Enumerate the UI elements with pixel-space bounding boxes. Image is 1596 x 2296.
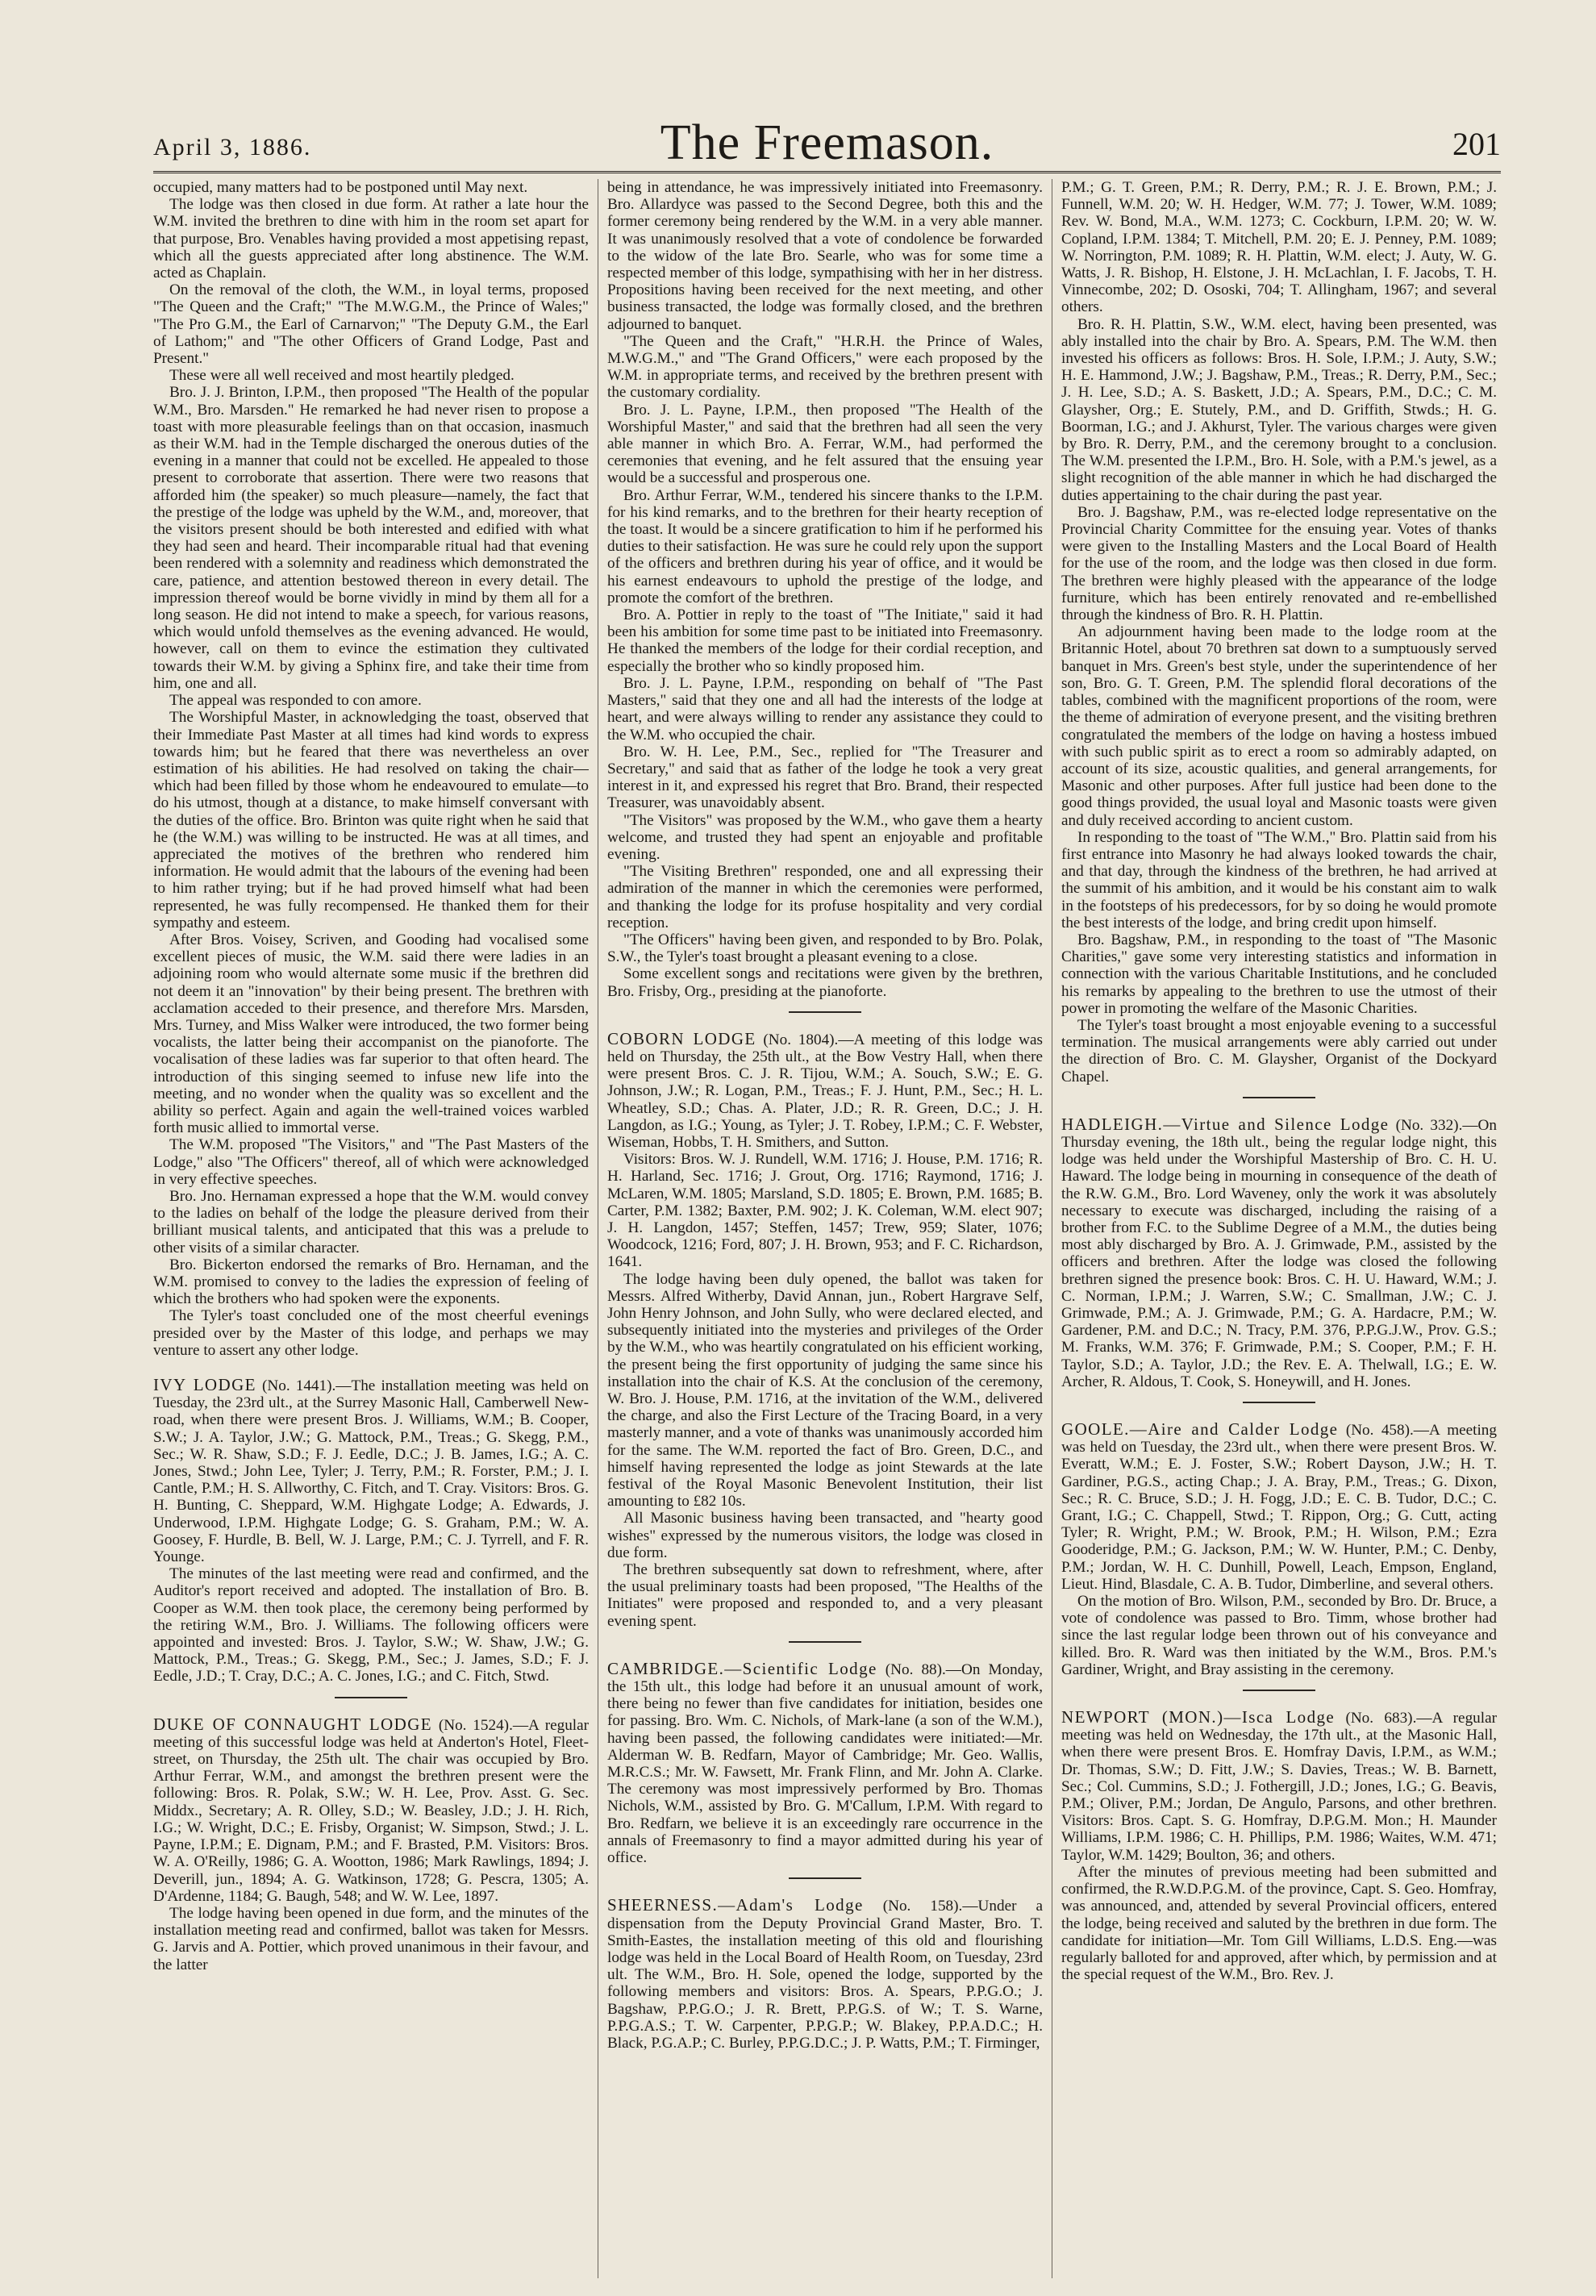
page-number: 201 [1452, 126, 1501, 162]
paragraph: occupied, many matters had to be postponed until May next. [153, 179, 528, 196]
lodge-report-cambridge [607, 1658, 1043, 1867]
report-intro: (No. 332).—On Thursday evening, the 18th ult., being the regular lodge night, this lodge was held under the Worshipful Mastership of Bro. C. H. U. Haward. The lodge being in mourning in consequence of the death of the R.W. G.M., Bro. Lord Waveney, only the work it was absolutely necessary to execute was discharged, including the raising of a brother from F.C. to the Sublime Degree of a M.M., the duties being most ably discharged by Bro. A. J. Grimwade, P.M., assisted by the officers and brethren. After the lodge was closed the following brethren signed the presence book: Bros. C. H. U. Haward, W.M.; J. C. Norman, I.P.M.; J. Warren, S.W.; C. Smallman, J.W.; C. J. Grimwade, P.M.; A. J. Grimwade, P.M.; G. A. Hardacre, P.M.; W. Gardener, P.M. and D.C.; N. Tracy, P.M. 376, P.P.G.J.W., Prov. G.S.; M. Franks, W.M. 376; F. Grimwade, P.M.; S. Cooper, P.M.; F. H. Taylor, S.D.; A. Taylor, J.D.; the Rev. E. A. Thelwall, I.G.; E. W. Archer, R. Aldous, T. Cook, S. Honeywill, and H. Jones. [1061, 1116, 1497, 1390]
columns [153, 179, 1501, 2278]
paragraph: The lodge having been opened in due form, and the minutes of the installation meeting read and confirmed, ballot was taken for Messrs. G. Jarvis and A. Pottier, which proved unanimous in their favour, and the latter [153, 1904, 589, 1973]
paragraph: The appeal was responded to con amore. [169, 692, 422, 710]
paragraph: Bro. W. H. Lee, P.M., Sec., replied for "The Treasurer and Secretary," and said that as father of the lodge he took a very great interest in it, and expressed his regret that Bro. Brand, their respected Treasurer, was unavoidably absent. [607, 743, 1043, 812]
article-separator [789, 1011, 861, 1013]
paragraph: After Bros. Voisey, Scriven, and Gooding had vocalised some excellent pieces of music, the W.M. said there were ladies in an adjoining room who would alternate some music if the brethren did not deem it an "innovation" by their being present. The brethren with acclamation acceded to their presence, and therefore Mrs. Marsden, Mrs. Turney, and Miss Walker were introduced, the two former being vocalists, the latter being their accompanist on the pianoforte. The vocalisation of these ladies was far superior to that often heard. The introduction of this singing seemed to infuse new life into the meeting, and no wonder when the quality was so excellent and the ability so perfect. Again and again the well-trained voices warbled forth music allied to immortal verse. [153, 931, 589, 1137]
paragraph: All Masonic business having been transacted, and "hearty good wishes" expressed by the numerous visitors, the lodge was closed in due form. [607, 1510, 1043, 1561]
paragraph: Bro. Bickerton endorsed the remarks of Bro. Hernaman, and the W.M. promised to convey to the ladies the expression of feeling of which the brothers who had spoken were the exponents. [153, 1256, 589, 1308]
paragraph: "The Visitors" was proposed by the W.M., who gave them a hearty welcome, and trusted they had spent an enjoyable and profitable evening. [607, 811, 1043, 863]
column-2 [607, 179, 1043, 2278]
report-heading: HADLEIGH.—Virtue and Silence Lodge [1061, 1114, 1390, 1134]
paragraph: These were all well received and most heartily pledged. [169, 367, 515, 385]
paragraph: The lodge having been duly opened, the ballot was taken for Messrs. Alfred Witherby, David Annan, jun., Robert Hargrave Self, John Henry Johnson, and John Sully, who were declared elected, and subsequently initiated into the mysteries and privileges of the Order by the W.M., who was heartily congratulated on his efficient working, the present being the first opportunity of judging the same since his installation into the chair of K.S. At the conclusion of the ceremony, W. Bro. J. House, P.M. 1716, at the invitation of the W.M., delivered the charge, and also the First Lecture of the Tracing Board, in a very masterly manner, and a vote of thanks was unanimously accorded him for the same. The W.M. reported the fact of Bro. Green, D.C., and himself having represented the lodge as joint Stewards at the late festival of the Royal Masonic Benevolent Institution, their list amounting to £82 10s. [607, 1270, 1043, 1511]
report-heading: NEWPORT (MON.)—Isca Lodge [1061, 1707, 1336, 1727]
report-intro: (No. 1524).—A regular meeting of this successful lodge was held at Anderton's Hotel, Fleet-street, on Thursday, the 25th ult. The chair was occupied by Bro. Arthur Ferrar, W.M., and amongst the brethren present were the following: Bros. R. Polak, S.W.; W. H. Lee, Prov. Asst. G. Sec. Middx., Secretary; A. R. Olley, S.D.; W. Beasley, J.D.; J. H. Rich, I.G.; W. Wright, D.C.; E. Frisby, Organist; W. Simpson, Stwd.; J. L. Payne, I.P.M.; E. Dignam, P.M.; and F. Brasted, P.M. Visitors: Bros. W. A. O'Reilly, 1986; G. A. Wootton, 1986; Mark Rawlings, 1894; J. Deverill, jun., 1894; A. G. Watkinson, 1728; G. Pescra, 1305; A. D'Ardenne, 1184; G. Baugh, 548; and W. W. Lee, 1897. [153, 1716, 589, 1905]
masthead-title: The Freemason. [660, 115, 994, 170]
article-separator [789, 1641, 861, 1643]
report-intro: (No. 458).—A meeting was held on Tuesday, the 23rd ult., when there were present Bros. W. Everatt, W.M.; E. J. Foster, S.W.; Robert Dayson, J.W.; H. T. Gardiner, P.G.S., acting Chap.; J. A. Bray, P.M., Treas.; G. Dixon, Sec.; R. C. Bruce, S.D.; J. H. Fogg, J.D.; E. C. B. Tudor, D.C.; C. Grant, I.G.; C. Chappell, Stwd.; T. Rippon, Org.; G. Cutt, acting Tyler; R. Wright, P.M.; W. Brook, P.M.; H. Wilson, P.M.; Ezra Gooderidge, P.M.; G. Jackson, P.M.; W. W. Hunter, P.M.; C. Denby, P.M.; Jordan, W. H. C. Dunhill, Powell, Leach, Empson, England, Lieut. Hind, Blasdale, C. A. B. Tudor, Dimberline, and several others. [1061, 1422, 1497, 1593]
paragraph: The lodge was then closed in due form. At rather a late hour the W.M. invited the brethren to dine with him in the room set apart for that purpose, Bro. Venables having provided a most appetising repast, which all the guests appreciated after long abstinence. The W.M. acted as Chaplain. [153, 196, 589, 282]
article-separator [1243, 1097, 1315, 1098]
lodge-report-hadleigh [1061, 1116, 1497, 1390]
paragraph: Bro. J. L. Payne, I.P.M., responding on behalf of "The Past Masters," said that they one and all had the interests of the lodge at heart, and were always willing to render any assistance they could to the W.M. who occupied the chair. [607, 674, 1043, 744]
report-intro: (No. 88).—On Monday, the 15th ult., this lodge had before it an unusual amount of work, there being no fewer than five candidates for initiation, besides one for passing. Bro. Wm. C. Nichols, of Mark-lane (a son of the W.M.), having been passed, the following candidates were initiated:—Mr. Alderman W. B. Redfarn, Mayor of Cambridge; Mr. Geo. Wallis, M.R.C.S.; Mr. W. Fawsett, Mr. Frank Flinn, and Mr. John A. Clarke. The ceremony was most impressively performed by Bro. Thomas Nichols, W.M., assisted by Bro. G. M'Callum, I.P.M. With regard to Bro. Redfarn, we believe it is an exceedingly rare occurrence in the annals of Freemasonry to find a mayor admitted during his year of office. [607, 1661, 1043, 1867]
article-separator [1243, 1690, 1315, 1691]
paragraph: On the removal of the cloth, the W.M., in loyal terms, proposed "The Queen and the Craft;" "The M.W.G.M., the Prince of Wales;" "The Pro G.M., the Earl of Carnarvon;" "The Deputy G.M., the Earl of Lathom;" and "The other Officers of Grand Lodge, Past and Present." [153, 281, 589, 368]
paragraph: On the motion of Bro. Wilson, P.M., seconded by Bro. Dr. Bruce, a vote of condolence was passed to Bro. Timm, whose brother had since the last regular lodge been thrown out of his conveyance and killed. Bro. R. Ward was then initiated by the W.M., Bros. P.M.'s Gardiner, Wright, and Bray assisting in the ceremony. [1061, 1593, 1497, 1678]
paragraph: Bro. J. L. Payne, I.P.M., then proposed "The Health of the Worshipful Master," and said that the brethren had all seen the very able manner in which Bro. A. Ferrar, W.M., had performed the ceremonies that evening, and he felt assured that the ensuing year would be a successful and prosperous one. [607, 401, 1043, 487]
paragraph: The W.M. proposed "The Visitors," and "The Past Masters of the Lodge," also "The Officers" thereof, all of which were acknowledged in very effective speeches. [153, 1136, 589, 1188]
issue-date: April 3, 1886. [153, 134, 312, 160]
lodge-report-sheerness [607, 1897, 1043, 2052]
article-separator [789, 1877, 861, 1879]
paragraph: Bro. Arthur Ferrar, W.M., tendered his sincere thanks to the I.P.M. for his kind remarks, and to the brethren for their hearty reception of the toast. It would be a sincere gratification to him if he performed his duties to their satisfaction. He was sure he could rely upon the support of the officers and brethren during his year of office, and it would be his earnest endeavours to uphold the prestige of the lodge, and promote the comfort of the brethren. [607, 486, 1043, 606]
column-3 [1061, 179, 1497, 2278]
report-heading: GOOLE.—Aire and Calder Lodge [1061, 1419, 1339, 1440]
report-intro: (No. 158).—Under a dispensation from the Deputy Provincial Grand Master, Bro. T. Smith-Eastes, the installation meeting of this old and flourishing lodge was held in the Local Board of Health Room, on Tuesday, 23rd ult. The W.M., Bro. H. Sole, opened the lodge, supported by the following members and visitors: Bros. A. Spears, P.P.G.O.; J. Bagshaw, P.P.G.O.; J. R. Brett, P.P.G.S. of W.; T. S. Warne, P.P.G.A.S.; T. W. Carpenter, P.P.G.P.; W. Blakey, P.P.A.D.C.; H. Black, P.G.A.P.; C. Burley, P.P.G.D.C.; J. P. Watts, P.M.; T. Firminger, [607, 1898, 1043, 2052]
report-heading: DUKE OF CONNAUGHT LODGE [153, 1714, 432, 1734]
paragraph: The Tyler's toast brought a most enjoyable evening to a successful termination. The musical arrangements were ably carried out under the direction of Bro. C. M. Glaysher, Organist of the Dockyard Chapel. [1061, 1016, 1497, 1085]
paragraph: "The Queen and the Craft," "H.R.H. the Prince of Wales, M.W.G.M.," and "The Grand Officers," were each proposed by the W.M. in appropriate terms, and received by the brethren present with the customary cordiality. [607, 332, 1043, 402]
report-heading: COBORN LODGE [607, 1028, 756, 1048]
paragraph: Bro. R. H. Plattin, S.W., W.M. elect, having been presented, was ably installed into the chair by Bro. A. Spears, P.M. The W.M. then invested his officers as follows: Bros. H. Sole, I.P.M.; J. Auty, S.W.; H. E. Hammond, J.W.; J. Bagshaw, P.M., Treas.; R. Derry, P.M., Sec.; J. H. Lee, S.D.; A. S. Baskett, J.D.; A. Spears, P.M., D.C.; C. M. Glaysher, Org.; E. Stutely, P.M., and D. Griffith, Stwds.; H. G. Boorman, I.G.; and J. Akhurst, Tyler. The various charges were given by Bro. R. Derry, P.M., and the ceremony brought to a conclusion. The W.M. presented the I.P.M., Bro. H. Sole, with a P.M.'s jewel, as a slight recognition of the able manner in which he had discharged the duties appertaining to the chair during the past year. [1061, 315, 1497, 504]
report-intro: (No. 1804).—A meeting of this lodge was held on Thursday, the 25th ult., at the Bow Vestry Hall, when there were present Bros. C. J. R. Tijou, W.M.; A. Souch, S.W.; E. G. Johnson, J.W.; R. Logan, P.M., Treas.; F. J. Hunt, P.M., Sec.; H. L. Wheatley, S.D.; Chas. A. Plater, J.D.; R. R. Green, D.C.; J. H. Langdon, as I.G.; Young, as Tyler; J. T. Robey, I.P.M.; C. F. Webster, Wiseman, Hobbs, T. H. Smithers, and Sutton. [607, 1031, 1043, 1151]
lodge-report-duke-of-connaught [153, 1716, 589, 1905]
report-intro: (No. 683).—A regular meeting was held on Wednesday, the 17th ult., at the Masonic Hall, when there were present Bros. E. Homfray Davis, I.P.M., as W.M.; Dr. Thomas, S.W.; D. Fitt, J.W.; S. Davies, Treas.; W. B. Barnett, Sec.; Col. Cummins, S.D.; J. Fothergill, J.D.; Jones, I.G.; G. Beavis, P.M.; Oliver, P.M.; Jordan, De Angulo, Parsons, and other brethren. Visitors: Bros. Capt. S. G. Homfray, D.P.G.M. Mon.; H. Maunder Williams, I.P.M. 1986; C. H. Phillips, P.M. 1986; Waites, W.M. 471; Taylor, W.M. 1429; Boulton, 36; and others. [1061, 1710, 1497, 1864]
report-heading: IVY LODGE [153, 1375, 256, 1395]
report-intro: (No. 1441).—The installation meeting was held on Tuesday, the 23rd ult., at the Surrey Masonic Hall, Camberwell New-road, when there were present Bros. J. Williams, W.M.; B. Cooper, S.W.; J. A. Taylor, J.W.; G. Mattock, P.M., Treas.; G. Skegg, P.M., Sec.; W. R. Shaw, S.D.; F. J. Eedle, D.C.; J. B. James, I.G.; A. C. Jones, Stwd.; John Lee, Tyler; J. Terry, P.M.; R. Forster, P.M.; J. I. Cantle, P.M.; H. S. Allworthy, C. Fitch, and T. Cray. Visitors: Bros. G. H. Bunting, C. Sheppard, W.M. Highgate Lodge; A. Edwards, J. Underwood, I.P.M. Highgate Lodge; G. S. Graham, P.M.; W. A. Goosey, F. Hurdle, B. Bell, W. J. Large, P.M.; C. J. Tyrrell, and F. R. Younge. [153, 1377, 589, 1566]
paragraph: Bro. Jno. Hernaman expressed a hope that the W.M. would convey to the ladies on behalf of the lodge the pleasure derived from their brilliant musical talents, and anticipated that this was a prelude to other visits of a similar character. [153, 1187, 589, 1256]
paragraph: The minutes of the last meeting were read and confirmed, and the Auditor's report received and adopted. The installation of Bro. B. Cooper as W.M. then took place, the ceremony being performed by the retiring W.M., Bro. J. Williams. The following officers were appointed and invested: Bros. J. Taylor, S.W.; W. Shaw, J.W.; G. Mattock, P.M., Treas.; G. Skegg, P.M., Sec.; J. James, S.D.; F. J. Eedle, J.D.; T. Cray, D.C.; A. C. Jones, I.G.; and C. Fitch, Stwd. [153, 1565, 589, 1686]
paragraph: Visitors: Bros. W. J. Rundell, W.M. 1716; J. House, P.M. 1716; R. H. Harland, Sec. 1716; J. Grout, Org. 1716; Raymond, 1716; J. McLaren, W.M. 1805; Marsland, S.D. 1805; E. Brown, P.M. 1685; B. Carter, P.M. 1382; Baxter, P.M. 902; J. K. Coleman, W.M. elect 907; J. H. Langdon, 1457; Steffen, 1457; Trew, 959; Slater, 1076; Woodcock, 1216; Ford, 807; J. H. Brown, 953; and F. C. Richardson, 1641. [607, 1151, 1043, 1271]
paragraph: Bro. Bagshaw, P.M., in responding to the toast of "The Masonic Charities," gave some very interesting statistics and information in connection with the various Charitable Institutions, and he concluded his remarks by appealing to the brethren to use the utmost of their power in promoting the welfare of the Masonic Charities. [1061, 931, 1497, 1017]
report-heading: SHEERNESS.—Adam's Lodge [607, 1895, 864, 1915]
paragraph: An adjournment having been made to the lodge room at the Britannic Hotel, about 70 brethren sat down to a sumptuously served banquet in Mrs. Green's best style, under the superintendence of her son, Bro. G. T. Green, P.M. The splendid floral decorations of the tables, combined with the magnificent proportions of the room, were the theme of admiration of everyone present, and the visiting brethren congratulated the members of the lodge on having a hostess imbued with such public spirit as to erect a room so admirably adapted, on account of its size, acoustic qualities, and general arrangements, for Masonic and other purposes. After full justice had been done to the good things provided, the usual loyal and Masonic toasts were given and duly received according to ancient custom. [1061, 623, 1497, 829]
column-1 [153, 179, 589, 2278]
paragraph: The Tyler's toast concluded one of the most cheerful evenings presided over by the Master of this lodge, and perhaps we may venture to assert any other lodge. [153, 1307, 589, 1359]
paragraph: Bro. A. Pottier in reply to the toast of "The Initiate," said it had been his ambition for some time past to be initiated into Freemasonry. He thanked the members of the lodge for their cordial reception, and especially the brother who so kindly proposed him. [607, 606, 1043, 675]
header-rule [153, 171, 1501, 173]
paragraph: In responding to the toast of "The W.M.," Bro. Plattin said from his first entrance into Masonry he had always looked towards the chair, and that day, through the kindness of the brethren, he had arrived at the summit of his ambition, and it would be his constant aim to walk in the footsteps of his predecessors, for by so doing he would promote the best interests of the lodge, and bring credit upon himself. [1061, 828, 1497, 931]
paragraph: Bro. J. J. Brinton, I.P.M., then proposed "The Health of the popular W.M., Bro. Marsden." He remarked he had never risen to propose a toast with more pleasurable feelings than on that occasion, inasmuch as their W.M. had in the Temple discharged the onerous duties of the evening in a manner that could not be excelled. He appealed to those present to corroborate that assertion. There were two reasons that afforded him (the speaker) so much pleasure—namely, the fact that the prestige of the lodge was upheld by the W.M., and, moreover, that the visitors present should be both interested and edified with what they had seen and heard. Their incomparable ritual had that evening been rendered with a solemnity and readiness which demonstrated the care, patience, and attention bestowed thereon in every detail. The impression thereof would be borne vividly in mind by them all for a long season. He did not intend to make a speech, for various reasons, which would unfold themselves as the evening advanced. He would, however, call on them to evince the estimation they cultivated towards their W.M. by giving a Sphinx fire, and take their time from him, one and all. [153, 384, 589, 692]
paragraph: P.M.; G. T. Green, P.M.; R. Derry, P.M.; R. J. E. Brown, P.M.; J. Funnell, W.M. 20; W. H. Hedger, W.M. 77; J. Tower, W.M. 1089; Rev. W. Bond, M.A., W.M. 1273; C. Cockburn, I.P.M. 20; W. W. Copland, I.P.M. 1384; T. Mitchell, P.M. 20; E. J. Penney, P.M. 1089; W. Norrington, P.M. 1089; R. H. Plattin, W.M. elect; J. Auty, W. G. Watts, J. R. Bishop, H. Elstone, J. H. McLachlan, I. F. Jacobs, T. H. Vinnecombe, 202; D. Ososki, 704; T. Allingham, 1967; and several others. [1061, 179, 1497, 316]
lodge-report-coborn [607, 1028, 1043, 1151]
paragraph: "The Officers" having been given, and responded to by Bro. Polak, S.W., the Tyler's toast brought a pleasant evening to a close. [607, 931, 1043, 966]
paragraph: being in attendance, he was impressively initiated into Freemasonry. Bro. Allardyce was passed to the Second Degree, both this and the former ceremony being rendered by the W.M. in a very able manner. It was unanimously resolved that a vote of condolence be forwarded to the widow of the late Bro. Searle, who was for some time a respected member of this lodge, sympathising with her in her distress. Propositions having been received for the next meeting, and other business transacted, the lodge was formally closed, and the brethren adjourned to banquet. [607, 179, 1043, 333]
report-heading: CAMBRIDGE.—Scientific Lodge [607, 1658, 877, 1678]
article-separator [335, 1697, 407, 1698]
lodge-report-ivy [153, 1377, 589, 1565]
paragraph: After the minutes of previous meeting had been submitted and confirmed, the R.W.D.P.G.M. of the province, Capt. S. Geo. Homfray, was announced, and, attended by several Provincial officers, entered the lodge, being received and saluted by the brethren in due form. The candidate for initiation—Mr. Tom Gill Williams, L.D.S. Eng.—was regularly balloted for and approved, after which, by permission and at the special request of the W.M., Bro. Rev. J. [1061, 1863, 1497, 1984]
article-separator [1243, 1402, 1315, 1403]
paragraph: Some excellent songs and recitations were given by the brethren, Bro. Frisby, Org., presiding at the pianoforte. [607, 965, 1043, 1000]
lodge-report-newport [1061, 1709, 1497, 1864]
paragraph: The Worshipful Master, in acknowledging the toast, observed that their Immediate Past Master at all times had kind words to express towards him; but he feared that there was nevertheless an over estimation of his abilities. He had resolved on taking the chair—which had been filled by those whom he endeavoured to emulate—to do his utmost, though at a distance, to make himself conversant with the duties of the office. Bro. Brinton was quite right when he said that he (the W.M.) was willing to be instructed. He was at all times, and appreciated the motives of the brethren who rendered him information. He would admit that the labours of the evening had been to him rather trying; but if he had proved himself what had been represented, he was fully recompensed. He thanked them for their sympathy and esteem. [153, 709, 589, 931]
lodge-report-goole [1061, 1421, 1497, 1593]
page-header [153, 103, 1501, 168]
paragraph: The brethren subsequently sat down to refreshment, where, after the usual preliminary toasts had been proposed, "The Healths of the Initiates" were proposed and responded to, and a very pleasant evening spent. [607, 1561, 1043, 1630]
paragraph: Bro. J. Bagshaw, P.M., was re-elected lodge representative on the Provincial Charity Committee for the ensuing year. Votes of thanks were given to the Installing Masters and the Local Board of Health for the use of the room, and the lodge was then closed in due form. The brethren were highly pleased with the appearance of the lodge furniture, which has been entirely renovated and re-embellished through the kindness of Bro. R. H. Plattin. [1061, 503, 1497, 624]
paragraph: "The Visiting Brethren" responded, one and all expressing their admiration of the manner in which the ceremonies were performed, and thanking the lodge for its profuse hospitality and very cordial reception. [607, 863, 1043, 931]
